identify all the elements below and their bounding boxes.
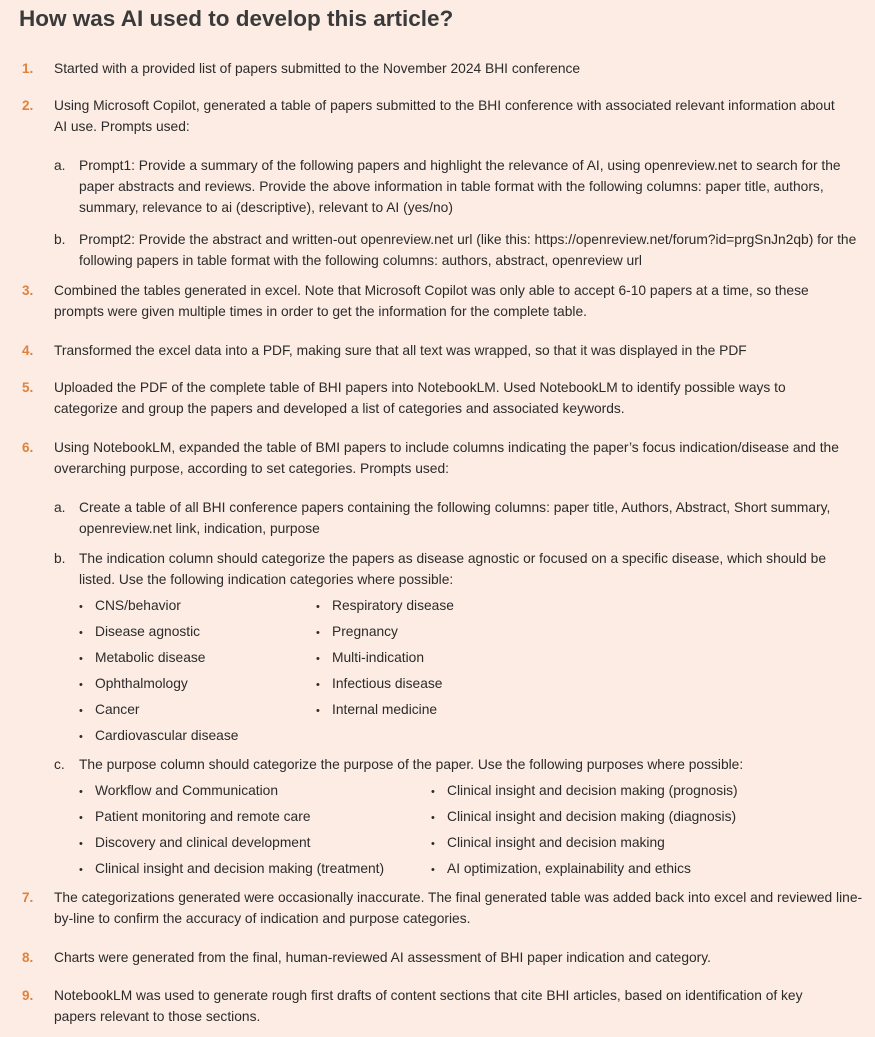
step-text: Transformed the excel data into a PDF, making sure that all text was wrapped, so that it was displayed in the PDF bbox=[54, 343, 747, 358]
bullet-text: CNS/behavior bbox=[95, 598, 181, 613]
page-title: How was AI used to develop this article? bbox=[19, 6, 454, 31]
bullet-text: Ophthalmology bbox=[95, 676, 188, 691]
bullet-text: Clinical insight and decision making (prognosis) bbox=[447, 783, 738, 798]
bullet-text: Metabolic disease bbox=[95, 650, 206, 665]
bullet-text: Discovery and clinical development bbox=[95, 835, 311, 850]
bullet-text: Multi-indication bbox=[332, 650, 425, 665]
step-text: Using NotebookLM, expanded the table of BMI papers to include columns indicating the paper’s focus indication/disease and the overarching purpose, according to set categories. Prompts used: bbox=[54, 440, 839, 476]
bullet-text: Respiratory disease bbox=[332, 598, 454, 613]
bullet-item: • Discovery and clinical development bbox=[79, 835, 311, 850]
bullet-text: Infectious disease bbox=[332, 676, 443, 691]
sub-step-text: Prompt1: Provide a summary of the following papers and highlight the relevance of AI, using openreview.net to search for the paper abstracts and reviews. Provide the above information in table format with the following columns: paper title, authors, summary, relevance to ai (descriptive), relevant to AI (yes/no) bbox=[79, 158, 841, 215]
step-text: Charts were generated from the final, human-reviewed AI assessment of BHI paper indication and category. bbox=[54, 950, 711, 965]
bullet-item: • Patient monitoring and remote care bbox=[79, 809, 311, 824]
step-number: 1. bbox=[22, 61, 34, 76]
bullet-text: Cancer bbox=[95, 702, 140, 717]
step-text: Uploaded the PDF of the complete table of BHI papers into NotebookLM. Used NotebookLM to identify possible ways to categorize and group the papers and developed a list of categories and associated keywords. bbox=[54, 380, 786, 416]
bullet-item: • Ophthalmology bbox=[79, 676, 188, 691]
step-text: Combined the tables generated in excel. Note that Microsoft Copilot was only able to accept 6-10 papers at a time, so these prompts were given multiple times in order to get the information for the complete table. bbox=[54, 283, 809, 319]
step-text: Started with a provided list of papers submitted to the November 2024 BHI conference bbox=[54, 61, 581, 76]
sub-step-label: a. bbox=[54, 500, 66, 515]
step-text: Using Microsoft Copilot, generated a table of papers submitted to the BHI conference with associated relevant information about AI use. Prompts used: bbox=[54, 98, 835, 134]
bullet-text: AI optimization, explainability and ethics bbox=[447, 861, 691, 876]
bullet-item: • Pregnancy bbox=[316, 624, 398, 639]
bullet-item: • Internal medicine bbox=[316, 702, 438, 717]
bullet-text: Pregnancy bbox=[332, 624, 398, 639]
sub-step-text: The purpose column should categorize the purpose of the paper. Use the following purposes where possible: bbox=[79, 757, 744, 772]
bullet-text: Clinical insight and decision making bbox=[447, 835, 665, 850]
bullet-item: • Metabolic disease bbox=[79, 650, 206, 665]
step-number: 4. bbox=[22, 343, 34, 358]
sub-step-text: Create a table of all BHI conference papers containing the following columns: paper title, Authors, Abstract, Short summary, openreview.net link, indication, purpose bbox=[79, 500, 831, 536]
bullet-item: • CNS/behavior bbox=[79, 598, 181, 613]
sub-step-label: a. bbox=[54, 158, 66, 173]
bullet-item: • Workflow and Communication bbox=[79, 783, 279, 798]
bullet-item: • Clinical insight and decision making (treatment) bbox=[79, 861, 385, 876]
bullet-text: Clinical insight and decision making (diagnosis) bbox=[447, 809, 737, 824]
bullet-item: • Infectious disease bbox=[316, 676, 443, 691]
step-number: 5. bbox=[22, 380, 34, 395]
sub-step-label: b. bbox=[54, 232, 66, 247]
bullet-item: • Clinical insight and decision making bbox=[431, 835, 665, 850]
bullet-text: Patient monitoring and remote care bbox=[95, 809, 311, 824]
bullet-text: Disease agnostic bbox=[95, 624, 201, 639]
bullet-item: • Respiratory disease bbox=[316, 598, 454, 613]
bullet-text: Clinical insight and decision making (treatment) bbox=[95, 861, 385, 876]
bullet-item: • Cancer bbox=[79, 702, 140, 717]
step-number: 9. bbox=[22, 988, 34, 1003]
bullet-item: • Clinical insight and decision making (diagnosis) bbox=[431, 809, 737, 824]
sub-step-text: Prompt2: Provide the abstract and written-out openreview.net url (like this: https://openreview.net/forum?id=prgSnJn2qb) for the following papers in table format with the following columns: authors, abstract, openreview url bbox=[79, 232, 857, 268]
bullet-text: Internal medicine bbox=[332, 702, 438, 717]
step-number: 2. bbox=[22, 98, 34, 113]
bullet-item: • AI optimization, explainability and ethics bbox=[431, 861, 691, 876]
step-text: NotebookLM was used to generate rough first drafts of content sections that cite BHI articles, based on identification of key papers relevant to those sections. bbox=[54, 988, 803, 1024]
sub-step-label: b. bbox=[54, 551, 66, 566]
bullet-text: Cardiovascular disease bbox=[95, 728, 239, 743]
sub-step-text: The indication column should categorize the papers as disease agnostic or focused on a specific disease, which should be listed. Use the following indication categories where possible: bbox=[79, 551, 827, 587]
bullet-item: • Disease agnostic bbox=[79, 624, 201, 639]
bullet-item: • Multi-indication bbox=[316, 650, 425, 665]
step-number: 7. bbox=[22, 890, 34, 905]
step-number: 6. bbox=[22, 440, 34, 455]
step-text: The categorizations generated were occasionally inaccurate. The final generated table was added back into excel and reviewed line-by-line to confirm the accuracy of indication and purpose categories. bbox=[54, 890, 863, 926]
bullet-text: Workflow and Communication bbox=[95, 783, 279, 798]
bullet-item: • Cardiovascular disease bbox=[79, 728, 239, 743]
sub-step-label: c. bbox=[54, 757, 65, 772]
step-number: 3. bbox=[22, 283, 34, 298]
step-number: 8. bbox=[22, 950, 34, 965]
bullet-item: • Clinical insight and decision making (prognosis) bbox=[431, 783, 738, 798]
